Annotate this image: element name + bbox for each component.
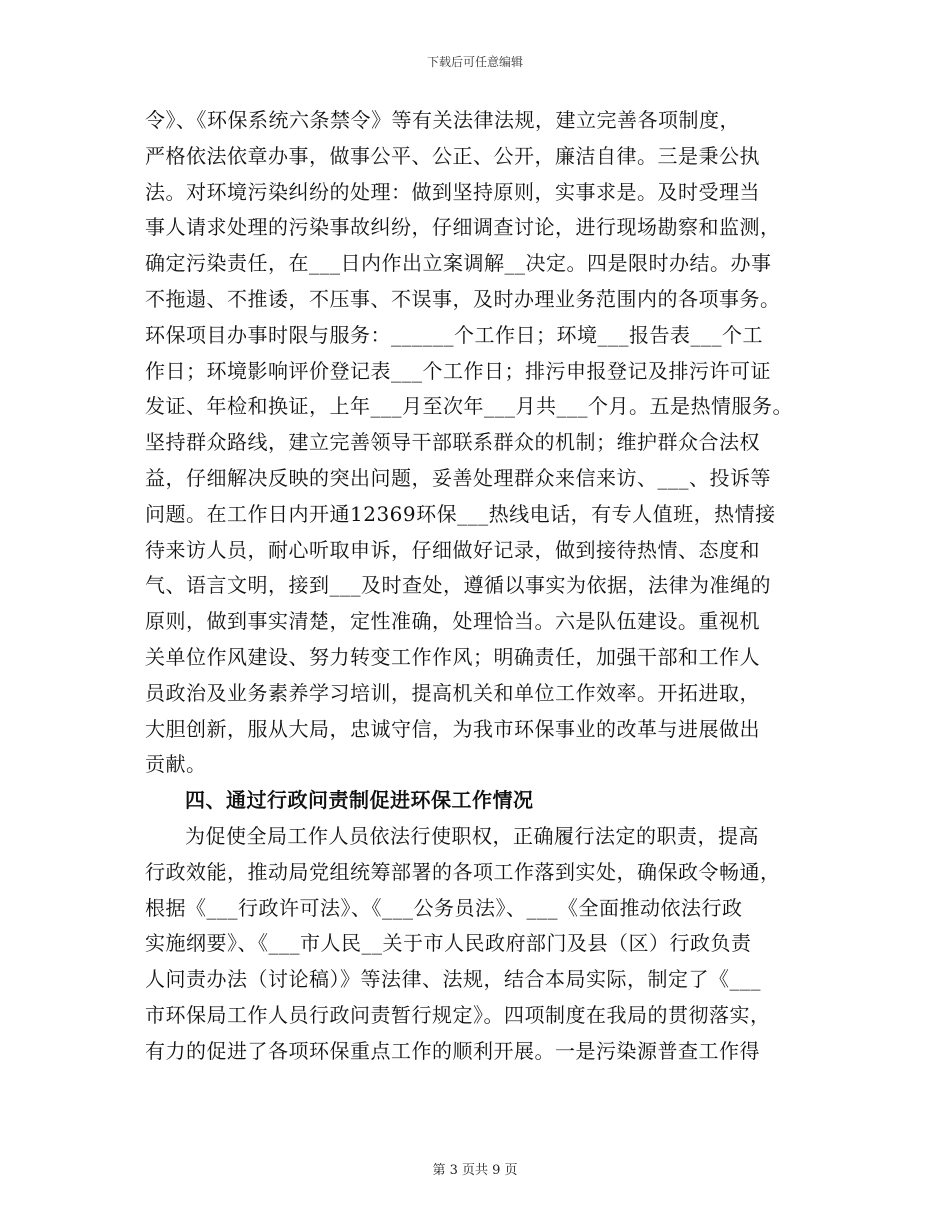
paragraph-line: 气、语言文明，接到___及时查处，遵循以事实为依据，法律为准绳的 (145, 573, 771, 598)
paragraph-line: 原则，做到事实清楚，定性准确，处理恰当。六是队伍建设。重视机 (145, 609, 760, 634)
paragraph-line: 人问责办法（讨论稿）》等法律、法规，结合本局实际，制定了《___ (145, 967, 761, 992)
page-header: 下载后可任意编辑 (426, 55, 523, 69)
paragraph-line: 贡献。 (145, 752, 207, 777)
paragraph-line: 为促使全局工作人员依法行使职权，正确履行法定的职责，提高 (185, 824, 759, 848)
paragraph-line: 关单位作风建设、努力转变工作作风；明确责任，加强干部和工作人 (145, 645, 760, 669)
paragraph-line: 问题。在工作日内开通12369环保___热线电话，有专人值班，热情接 (145, 501, 776, 526)
section-heading: 四、通过行政问责制促进环保工作情况 (185, 788, 534, 813)
paragraph-line: 发证、年检和换证，上年___月至次年___月共___个月。五是热情服务。 (145, 394, 793, 419)
page-footer: 第 3 页共 9 页 (432, 1163, 518, 1178)
paragraph-line: 事人请求处理的污染事故纠纷，仔细调查讨论，进行现场勘察和监测， (145, 215, 781, 240)
paragraph-line: 法。对环境污染纠纷的处理：做到坚持原则，实事求是。及时受理当 (145, 179, 760, 204)
paragraph-line: 益，仔细解决反映的突出问题，妥善处理群众来信来访、___、投诉等 (145, 466, 771, 490)
paragraph-line: 环保项目办事时限与服务：______个工作日；环境___报告表___个工 (145, 322, 763, 347)
paragraph-line: 有力的促进了各项环保重点工作的顺利开展。一是污染源普查工作得 (145, 1038, 760, 1063)
paragraph-line: 市环保局工作人员行政问责暂行规定》。四项制度在我局的贯彻落实， (145, 1003, 771, 1027)
paragraph-line: 行政效能，推动局党组统筹部署的各项工作落到实处，确保政令畅通， (145, 859, 781, 884)
paragraph-line: 令》、《环保系统六条禁令》等有关法律法规，建立完善各项制度， (145, 108, 740, 132)
paragraph-line: 员政治及业务素养学习培训，提高机关和单位工作效率。开拓进取， (145, 680, 760, 705)
paragraph-line: 大胆创新，服从大局，忠诚守信，为我市环保事业的改革与进展做出 (145, 716, 760, 741)
paragraph-line: 待来访人员，耐心听取申诉，仔细做好记录，做到接待热情、态度和 (145, 537, 760, 562)
paragraph-line: 作日；环境影响评价登记表___个工作日；排污申报登记及排污许可证 (145, 358, 771, 383)
paragraph-line: 根据《___行政许可法》、《___公务员法》、___《全面推动依法行政 (145, 895, 743, 920)
paragraph-line: 实施纲要》、《___市人民__关于市人民政府部门及县（区）行政负责 (145, 931, 752, 956)
paragraph-line: 不拖遢、不推诿，不压事、不误事，及时办理业务范围内的各项事务。 (145, 287, 781, 311)
paragraph-line: 坚持群众路线，建立完善领导干部联系群众的机制；维护群众合法权 (145, 430, 760, 455)
paragraph-line: 严格依法依章办事，做事公平、公正、公开，廉洁自律。三是秉公执 (145, 143, 760, 168)
paragraph-line: 确定污染责任，在___日内作出立案调解__决定。四是限时办结。办事 (145, 251, 772, 276)
